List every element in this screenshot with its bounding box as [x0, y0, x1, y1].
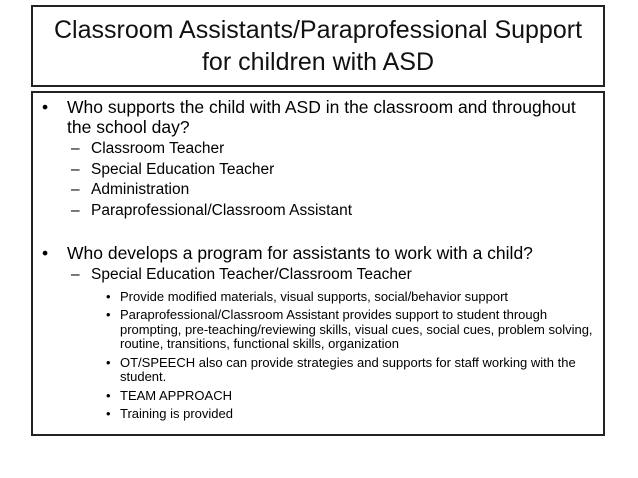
bullet-marker: •: [106, 307, 111, 322]
sub-bullet-text: Administration: [91, 181, 190, 198]
bullet-list: [33, 97, 597, 422]
sub-sub-bullet-item: [33, 308, 597, 352]
slide-title-box: [31, 5, 605, 87]
sub-sub-bullet-text: Training is provided: [120, 406, 233, 421]
dash-marker: –: [71, 201, 80, 219]
sub-sub-bullet-item: [33, 290, 597, 305]
slide-content-box: [31, 91, 605, 436]
dash-marker: –: [71, 181, 80, 198]
sub-bullet-text: Special Education Teacher/Classroom Teacher: [91, 266, 412, 283]
sub-sub-bullet-text: Provide modified materials, visual supports, social/behavior support: [120, 288, 509, 304]
sub-sub-bullet-item: [33, 407, 597, 422]
sub-sub-bullet-item: [33, 356, 597, 385]
bullet-marker: •: [106, 406, 111, 421]
sub-bullet-item: [33, 160, 597, 181]
bullet-marker: •: [106, 354, 111, 370]
sub-bullet-item: [33, 139, 597, 160]
sub-sub-bullet-text: Paraprofessional/Classroom Assistant provides support to student through prompting, pre-teaching/reviewing skills, visual cues, social cues, problem solving, routine, transitions, functional skills, organization: [120, 307, 593, 351]
bullet-item: [33, 97, 597, 137]
bullet-text: Who develops a program for assistants to work with a child?: [67, 243, 533, 263]
sub-bullet-item: [33, 201, 597, 222]
bullet-marker: •: [106, 387, 111, 403]
bullet-marker: •: [42, 97, 49, 117]
sub-bullet-text: Classroom Teacher: [91, 140, 225, 157]
dash-marker: –: [71, 266, 80, 283]
bullet-marker: •: [42, 243, 49, 263]
bullet-text: Who supports the child with ASD in the classroom and throughout the school day?: [67, 97, 576, 137]
slide-title-line-1: Classroom Assistants/Paraprofessional Support: [53, 16, 583, 44]
sub-bullet-text: Special Education Teacher: [91, 160, 275, 178]
sub-bullet-text: Paraprofessional/Classroom Assistant: [91, 201, 353, 219]
sub-bullet-item: [33, 265, 597, 286]
slide-title-line-2: for children with ASD: [201, 48, 435, 76]
sub-sub-bullet-text: OT/SPEECH also can provide strategies and supports for staff working with the student.: [120, 354, 576, 384]
sub-bullet-item: [33, 180, 597, 201]
bullet-item: [33, 243, 597, 263]
dash-marker: –: [71, 140, 80, 157]
bullet-marker: •: [106, 288, 111, 304]
sub-sub-bullet-item: [33, 389, 597, 404]
sub-sub-bullet-text: TEAM APPROACH: [120, 387, 232, 403]
dash-marker: –: [71, 160, 80, 178]
